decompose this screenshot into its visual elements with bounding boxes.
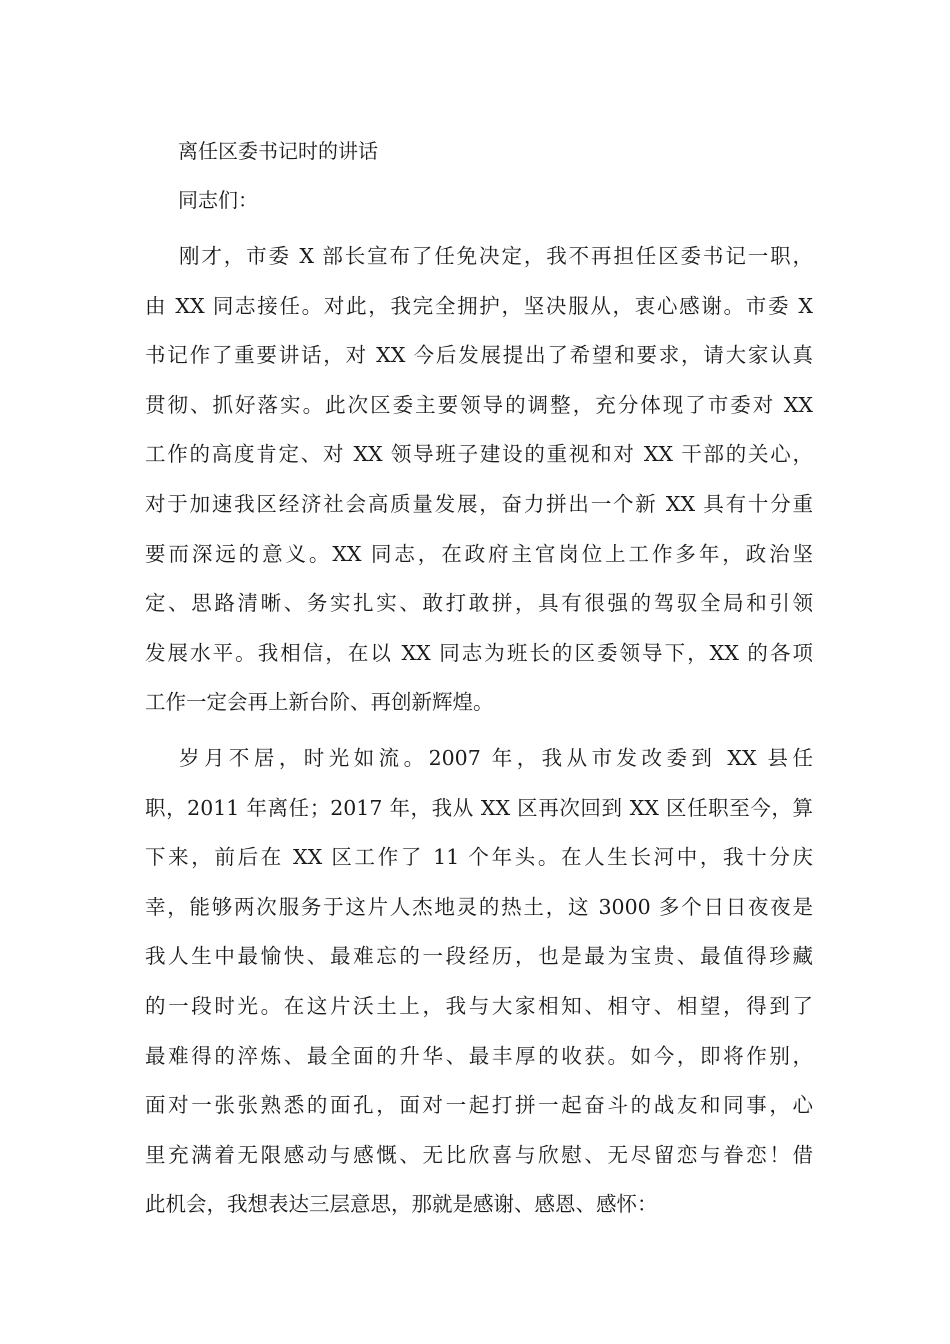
paragraph-line: 里充满着无限感动与感慨、无比欣喜与欣慰、无尽留恋与眷恋！借 [145, 1142, 813, 1167]
paragraph-line: 下来，前后在 XX 区工作了 11 个年头。在人生长河中，我十分庆 [145, 845, 813, 870]
paragraph-line: 对于加速我区经济社会高质量发展，奋力拼出一个新 XX 具有十分重 [145, 491, 813, 516]
salutation: 同志们： [178, 188, 258, 212]
document-title: 离任区委书记时的讲话 [178, 139, 378, 163]
paragraph-line: 的一段时光。在这片沃土上，我与大家相知、相守、相望，得到了 [145, 993, 813, 1018]
paragraph-line: 幸，能够两次服务于这片人杰地灵的热土，这 3000 多个日日夜夜是 [145, 894, 813, 919]
paragraph-line: 此机会，我想表达三层意思，那就是感谢、感恩、感怀： [145, 1192, 658, 1217]
paragraph-line: 职，2011 年离任；2017 年，我从 XX 区再次回到 XX 区任职至今，算 [145, 795, 813, 820]
paragraph-line: 要而深远的意义。XX 同志，在政府主官岗位上工作多年，政治坚 [145, 541, 813, 566]
paragraph-line: 我人生中最愉快、最难忘的一段经历，也是最为宝贵、最值得珍藏 [145, 944, 813, 969]
paragraph-line: 最难得的淬炼、最全面的升华、最丰厚的收获。如今，即将作别， [145, 1043, 813, 1068]
paragraph-line: 刚才，市委 X 部长宣布了任免决定，我不再担任区委书记一职， [179, 244, 813, 268]
paragraph-line: 贯彻、抓好落实。此次区委主要领导的调整，充分体现了市委对 XX [145, 392, 813, 417]
paragraph-1 [145, 232, 813, 728]
paragraph-line: 岁月不居，时光如流。2007 年，我从市发改委到 XX 县任 [179, 745, 813, 770]
paragraph-line: 工作的高度肯定、对 XX 领导班子建设的重视和对 XX 干部的关心， [145, 442, 813, 467]
paragraph-line: 书记作了重要讲话，对 XX 今后发展提出了希望和要求，请大家认真 [145, 343, 813, 368]
paragraph-line: 面对一张张熟悉的面孔，面对一起打拼一起奋斗的战友和同事，心 [145, 1093, 813, 1118]
paragraph-line: 定、思路清晰、务实扎实、敢打敢拼，具有很强的驾驭全局和引领 [145, 591, 813, 616]
paragraph-line: 工作一定会再上新台阶、再创新辉煌。 [145, 690, 494, 715]
document-page [145, 134, 813, 1230]
paragraph-2 [145, 734, 813, 1230]
paragraph-line: 发展水平。我相信，在以 XX 同志为班长的区委领导下，XX 的各项 [145, 640, 813, 665]
paragraph-line: 由 XX 同志接任。对此，我完全拥护，坚决服从，衷心感谢。市委 X [145, 293, 813, 318]
